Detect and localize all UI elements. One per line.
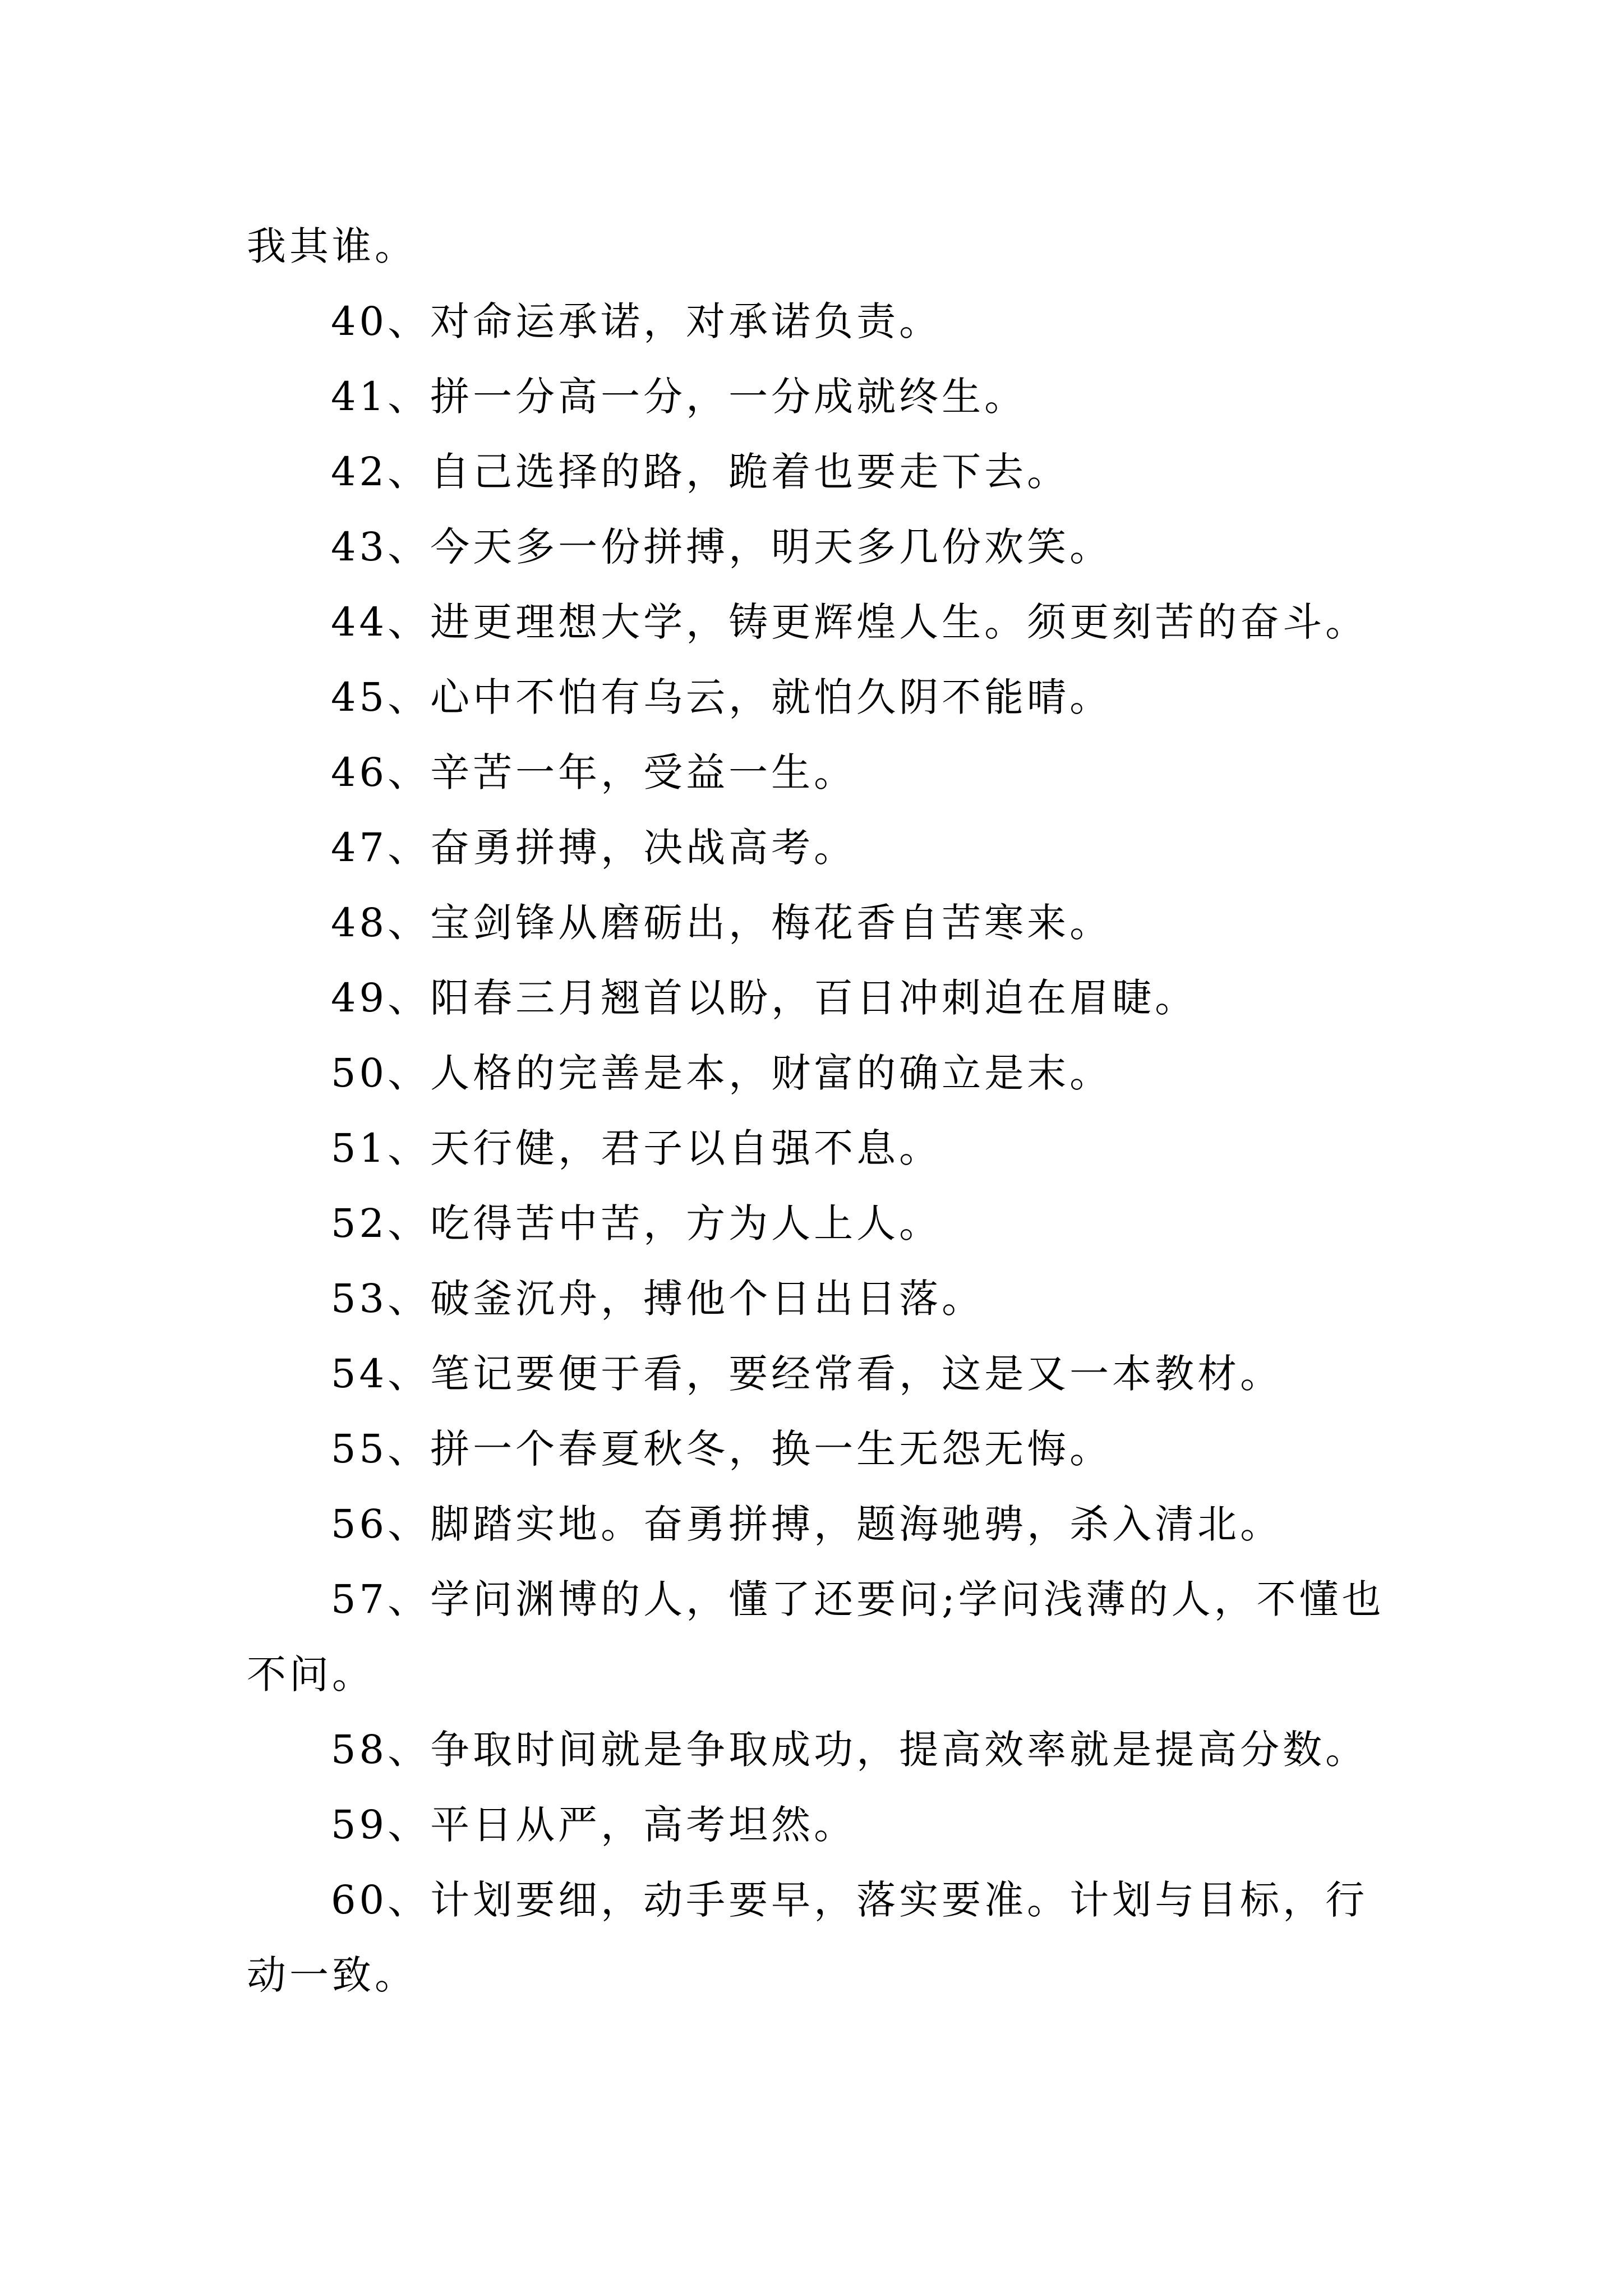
list-item: 58、争取时间就是争取成功，提高效率就是提高分数。	[331, 1727, 1368, 1773]
list-item: 59、平日从严，高考坦然。	[331, 1802, 857, 1848]
list-item: 57、学问渊博的人，懂了还要问;学问浅薄的人，不懂也不问。	[247, 1576, 1385, 1697]
list-item: 46、辛苦一年，受益一生。	[331, 749, 857, 795]
paragraph-continuation: 我其谁。	[247, 223, 417, 269]
list-item: 44、进更理想大学，铸更辉煌人生。须更刻苦的奋斗。	[331, 599, 1368, 645]
list-item: 52、吃得苦中苦，方为人上人。	[331, 1200, 942, 1246]
document-body	[247, 209, 1385, 2013]
list-item: 45、心中不怕有乌云，就怕久阴不能晴。	[331, 674, 1113, 720]
list-item: 42、自己选择的路，跪着也要走下去。	[331, 449, 1070, 495]
list-item: 47、奋勇拼搏，决战高考。	[331, 825, 857, 871]
list-item: 41、拼一分高一分，一分成就终生。	[331, 374, 1027, 420]
list-item: 54、笔记要便于看，要经常看，这是又一本教材。	[331, 1351, 1283, 1397]
list-item: 60、计划要细，动手要早，落实要准。计划与目标，行动一致。	[247, 1877, 1368, 1998]
list-item: 53、破釜沉舟，搏他个日出日落。	[331, 1276, 985, 1322]
list-item: 43、今天多一份拼搏，明天多几份欢笑。	[331, 524, 1113, 570]
list-item: 48、宝剑锋从磨砺出，梅花香自苦寒来。	[331, 900, 1113, 946]
list-item: 55、拼一个春夏秋冬，换一生无怨无悔。	[331, 1426, 1113, 1472]
list-item: 50、人格的完善是本，财富的确立是末。	[331, 1050, 1113, 1096]
list-item: 56、脚踏实地。奋勇拼搏，题海驰骋，杀入清北。	[331, 1501, 1283, 1547]
list-item: 51、天行健，君子以自强不息。	[331, 1125, 942, 1171]
list-item: 40、对命运承诺，对承诺负责。	[331, 298, 942, 344]
list-item: 49、阳春三月翘首以盼，百日冲刺迫在眉睫。	[331, 975, 1198, 1021]
